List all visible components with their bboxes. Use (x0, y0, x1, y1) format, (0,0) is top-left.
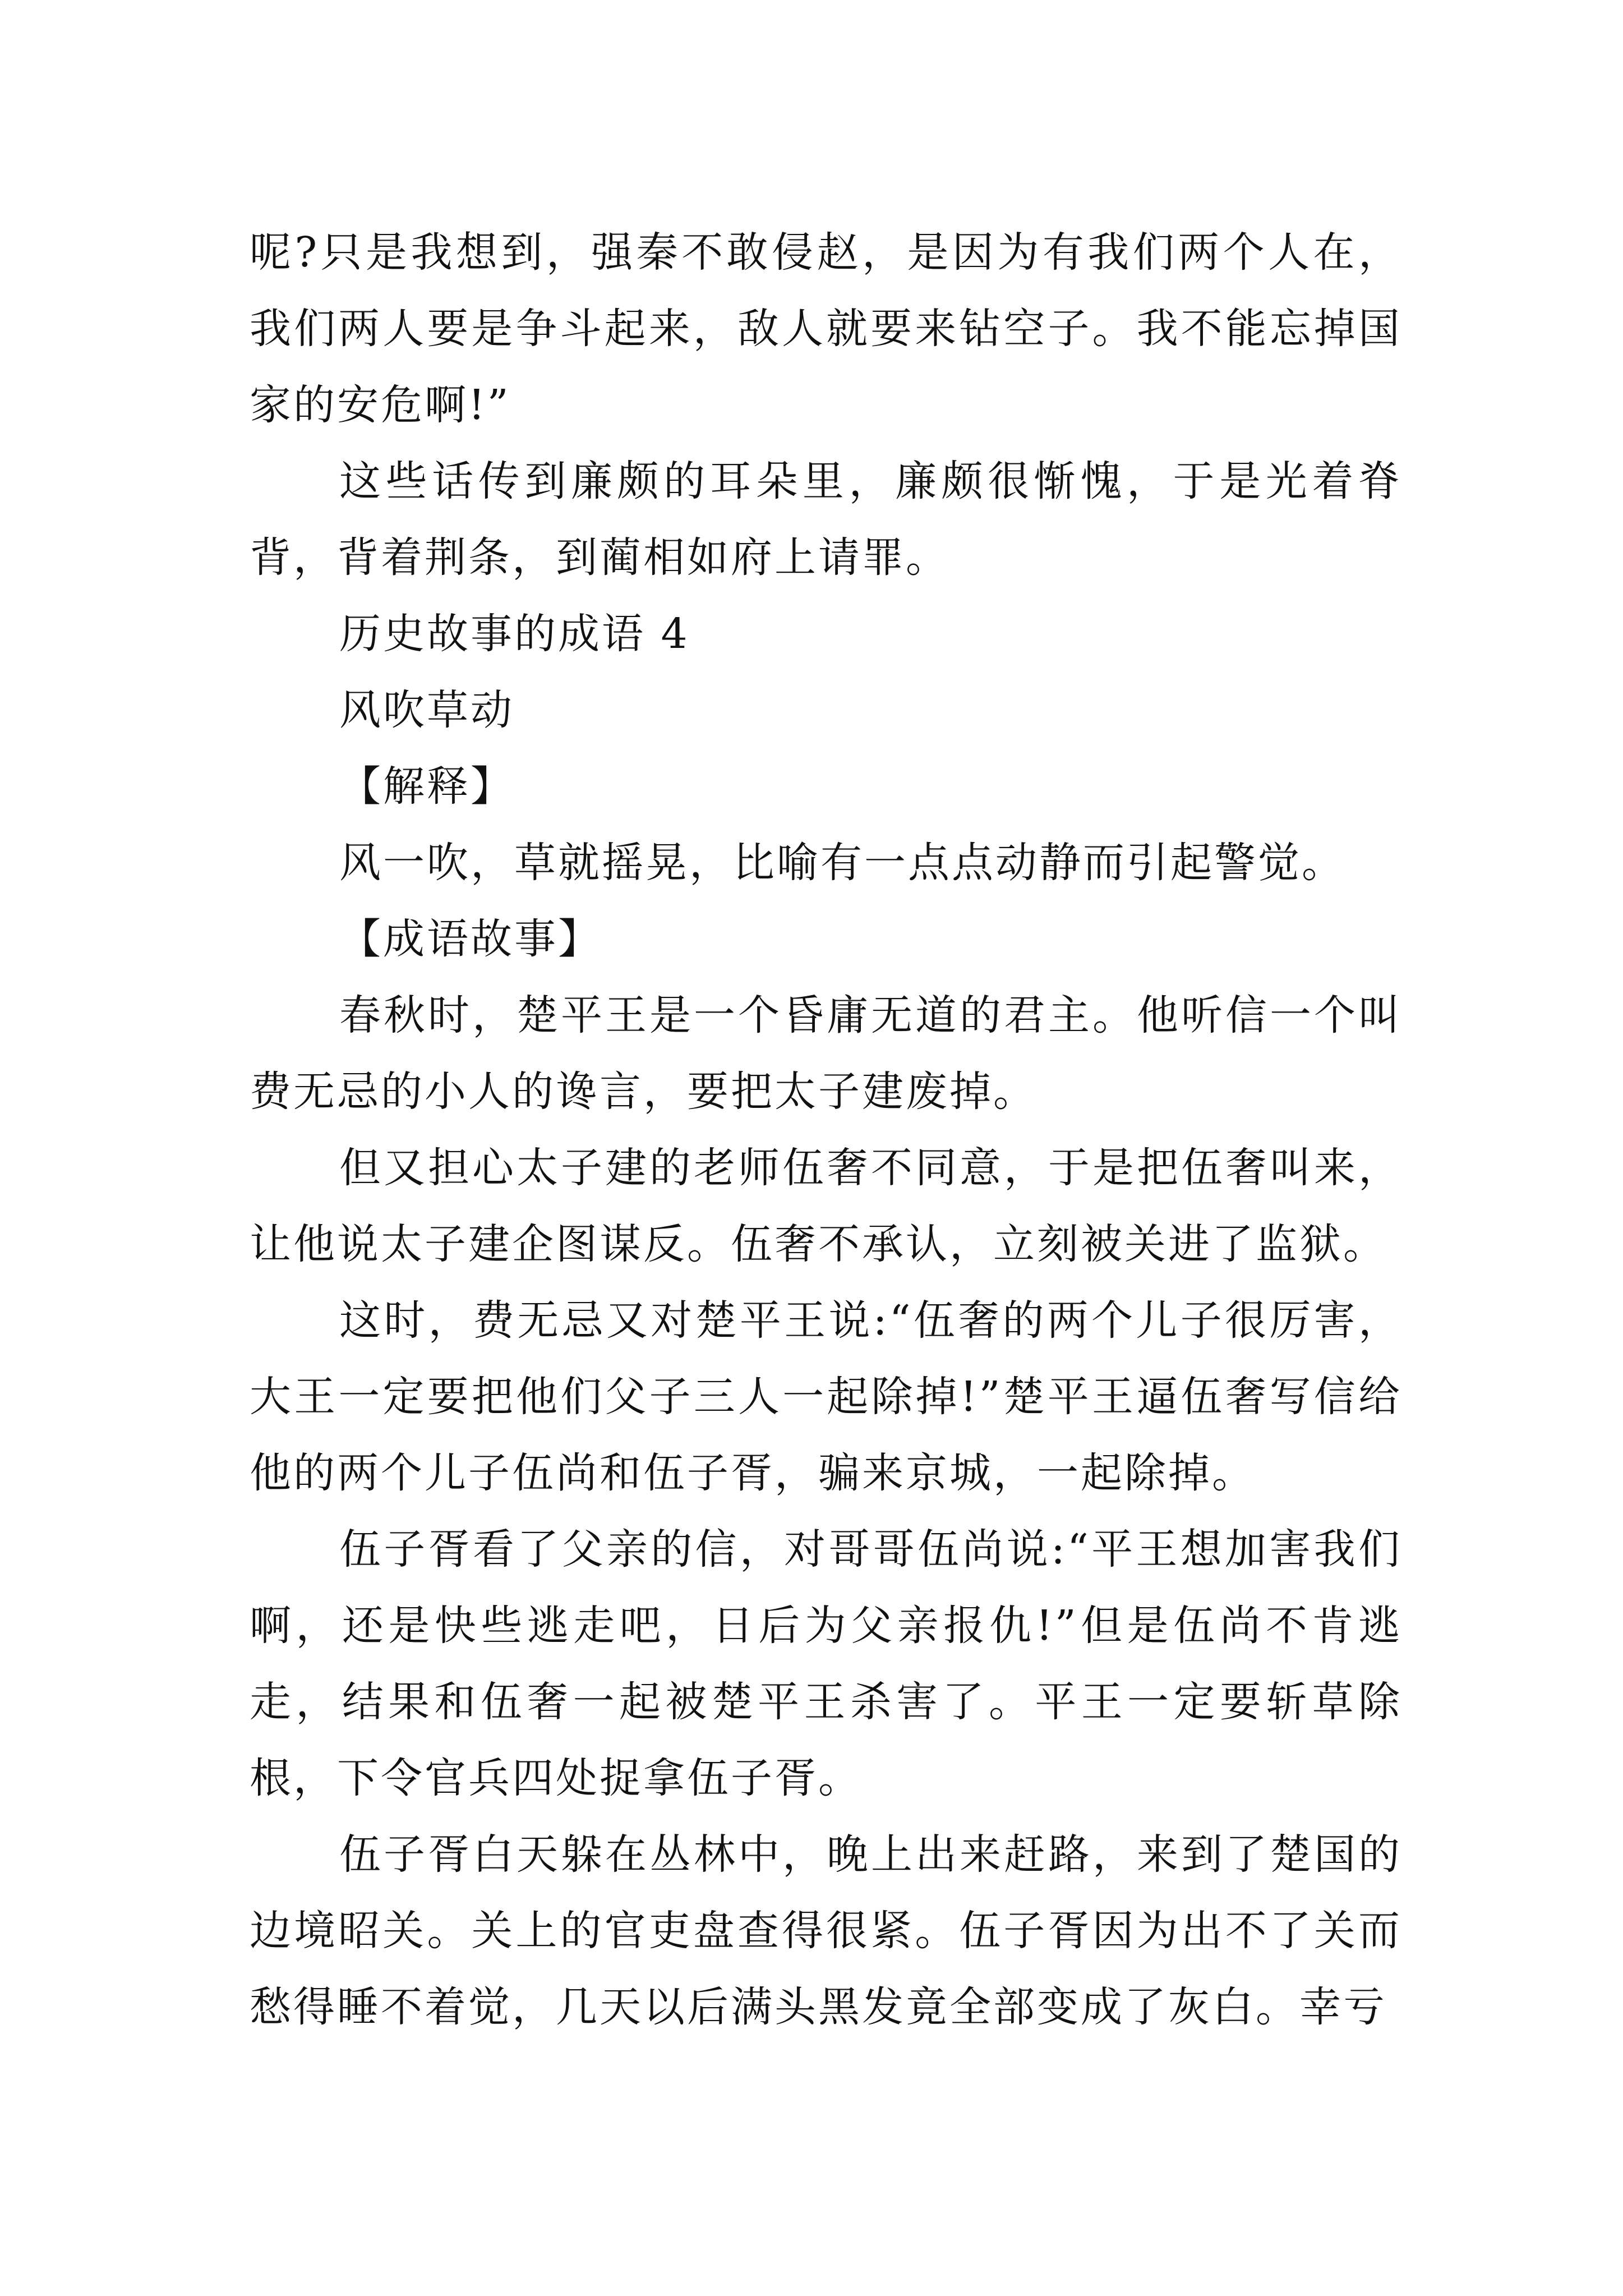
story-paragraph-1: 春秋时，楚平王是一个昏庸无道的君主。他听信一个叫费无忌的小人的谗言，要把太子建废掉。 (250, 991, 1402, 1116)
explanation-text: 风一吹，草就摇晃，比喻有一点点动静而引起警觉。 (339, 839, 1345, 887)
explanation-heading: 【解释】 (339, 762, 514, 811)
paragraph-1: 呢?只是我想到，强秦不敢侵赵，是因为有我们两个人在，我们两人要是争斗起来，敌人就要来钻空子。我不能忘掉国家的安危啊!” (250, 228, 1402, 429)
story-paragraph-3: 这时，费无忌又对楚平王说:“伍奢的两个儿子很厉害，大王一定要把他们父子三人一起除掉!”楚平王逼伍奢写信给他的两个儿子伍尚和伍子胥，骗来京城，一起除掉。 (250, 1296, 1402, 1497)
section-title: 历史故事的成语 4 (339, 610, 690, 658)
document-body (250, 214, 1402, 2045)
story-paragraph-4: 伍子胥看了父亲的信，对哥哥伍尚说:“平王想加害我们啊，还是快些逃走吧，日后为父亲报仇!”但是伍尚不肯逃走，结果和伍奢一起被楚平王杀害了。平王一定要斩草除根，下令官兵四处捉拿伍子胥。 (250, 1525, 1402, 1802)
story-heading: 【成语故事】 (339, 915, 602, 963)
paragraph-2: 这些话传到廉颇的耳朵里，廉颇很惭愧，于是光着脊背，背着荆条，到蔺相如府上请罪。 (250, 457, 1402, 582)
story-paragraph-2: 但又担心太子建的老师伍奢不同意，于是把伍奢叫来，让他说太子建企图谋反。伍奢不承认，立刻被关进了监狱。 (250, 1144, 1402, 1268)
story-paragraph-5: 伍子胥白天躲在丛林中，晚上出来赶路，来到了楚国的边境昭关。关上的官吏盘查得很紧。伍子胥因为出不了关而愁得睡不着觉，几天以后满头黑发竟全部变成了灰白。幸亏 (250, 1830, 1402, 2031)
idiom-title: 风吹草动 (339, 686, 514, 734)
